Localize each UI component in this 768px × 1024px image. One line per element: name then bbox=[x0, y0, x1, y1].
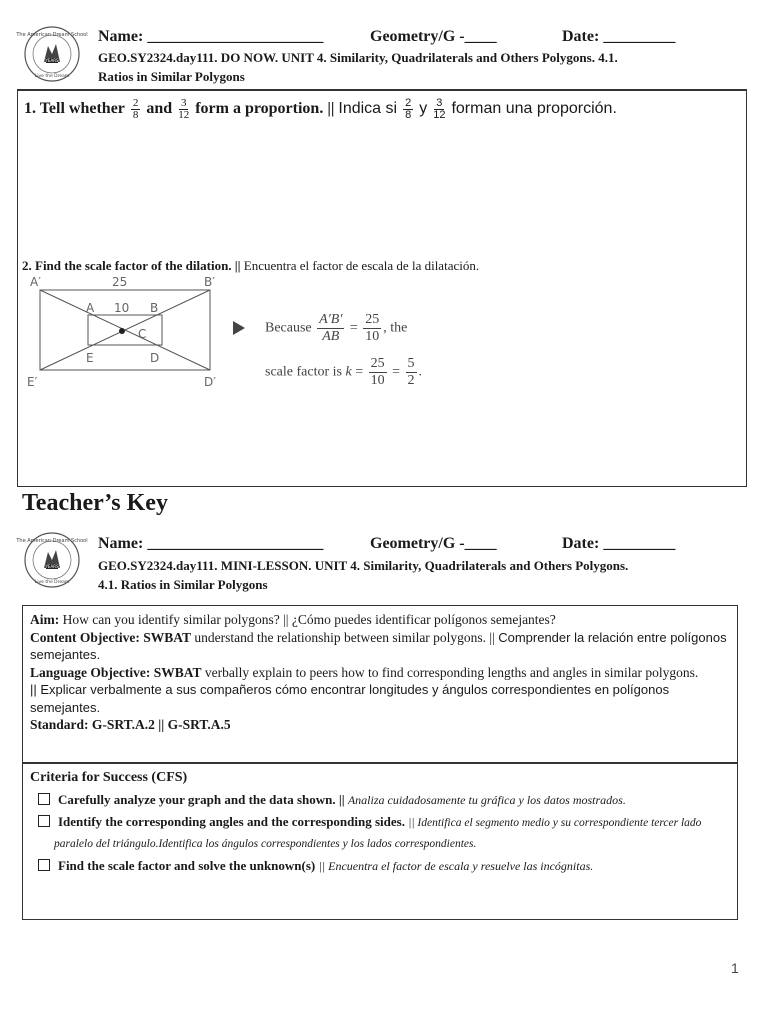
logo-center-text: YEARS bbox=[45, 58, 59, 63]
language-objective-es: || Explicar verbalmente a sus compañeros cómo encontrar longitudes y ángulos correspondientes en polígonos semejantes. bbox=[30, 682, 670, 715]
teacher-key-title: Teacher’s Key bbox=[22, 490, 168, 516]
page-number: 1 bbox=[731, 960, 739, 976]
svg-text:YEARS: YEARS bbox=[45, 564, 59, 569]
school-logo-2 bbox=[16, 530, 88, 590]
header2-subtitle-line2: 4.1. Ratios in Similar Polygons bbox=[98, 577, 268, 592]
cfs-item: Carefully analyze your graph and the data shown. || Analiza cuidadosamente tu gráfica y los datos mostrados. bbox=[30, 790, 730, 810]
cfs-title: Criteria for Success (CFS) bbox=[30, 770, 188, 785]
center-point bbox=[119, 328, 125, 334]
logo-ring-text: The American Dream School bbox=[16, 32, 88, 38]
header2-subtitle-line1: GEO.SY2324.day111. MINI-LESSON. UNIT 4. Similarity, Quadrilaterals and Others Polygons. bbox=[98, 558, 629, 573]
label-inner-length: 10 bbox=[114, 301, 130, 315]
geometry-field-2[interactable]: Geometry/G -____ bbox=[370, 535, 497, 552]
cfs-item: Find the scale factor and solve the unknown(s) || Encuentra el factor de escala y resuelve las incógnitas. bbox=[30, 856, 730, 876]
name-field-2[interactable]: Name: ______________________ bbox=[98, 535, 324, 552]
svg-text:The American Dream School: The American Dream School bbox=[16, 538, 88, 544]
question-2: 2. Find the scale factor of the dilation. || Encuentra el factor de escala de la dilatación. bbox=[22, 258, 480, 273]
label-e: E bbox=[86, 351, 94, 365]
standard: Standard: G-SRT.A.2 || G-SRT.A.5 bbox=[30, 717, 231, 732]
name-field[interactable]: Name: ______________________ bbox=[98, 28, 324, 45]
objectives-box bbox=[22, 605, 738, 763]
dilation-diagram bbox=[22, 272, 232, 394]
svg-text:Live the Dream: Live the Dream bbox=[34, 580, 70, 585]
label-d: D bbox=[150, 351, 160, 365]
checkbox[interactable] bbox=[38, 859, 50, 871]
date-field[interactable]: Date: _________ bbox=[562, 28, 676, 45]
because-line: Because $\frac{A'B'}{AB}$ = $\frac{25}{10}$ , the bbox=[265, 312, 408, 344]
aim: Aim: How can you identify similar polygons? || ¿Cómo puedes identificar polígonos semejantes? bbox=[30, 612, 556, 627]
label-e-prime: E′ bbox=[27, 375, 38, 389]
content-objective: Content Objective: SWBAT understand the relationship between similar polygons. || Comprender la relación entre polígonos semejantes. bbox=[30, 629, 727, 662]
question-1: 1. Tell whether $\frac{2}{8}$ and $\frac{3}{12}$ form a proportion. || Indica si $\frac{2}{8}$ y $\frac{3}{12}$ forman una proporción. bbox=[24, 97, 617, 121]
language-objective: Language Objective: SWBAT verbally explain to peers how to find corresponding lengths and angles in similar polygons. bbox=[30, 664, 699, 680]
checkbox[interactable] bbox=[38, 815, 50, 827]
fraction-3-12: $\frac{3}{12}$ bbox=[178, 97, 190, 121]
q1-prefix: 1. Tell whether bbox=[24, 100, 125, 118]
date-field-2[interactable]: Date: _________ bbox=[562, 535, 676, 552]
label-d-prime: D′ bbox=[204, 375, 216, 389]
school-logo bbox=[16, 24, 88, 84]
label-c: C bbox=[138, 327, 147, 341]
checkbox[interactable] bbox=[38, 793, 50, 805]
label-b-prime: B′ bbox=[204, 275, 215, 289]
label-a: A bbox=[86, 301, 95, 315]
label-outer-length: 25 bbox=[112, 275, 128, 289]
cfs-box bbox=[22, 763, 738, 920]
header-subtitle-line1: GEO.SY2324.day111. DO NOW. UNIT 4. Similarity, Quadrilaterals and Others Polygons. 4.1. bbox=[98, 50, 618, 65]
geometry-field[interactable]: Geometry/G -____ bbox=[370, 28, 497, 45]
label-a-prime: A′ bbox=[30, 275, 41, 289]
label-b: B bbox=[150, 301, 159, 315]
header-subtitle-line2: Ratios in Similar Polygons bbox=[98, 69, 245, 84]
cfs-item: Identify the corresponding angles and the corresponding sides. || Identifica el segmento medio y su correspondiente tercer lado paralelo del triángulo.Identifica los ángulos correspondientes y los lados correspondientes. bbox=[30, 812, 730, 854]
play-arrow-icon bbox=[232, 320, 246, 336]
scale-factor-line: scale factor is k = $\frac{25}{10}$ = $\frac{5}{2}$ . bbox=[265, 356, 422, 388]
fraction-2-8: $\frac{2}{8}$ bbox=[132, 97, 139, 121]
logo-bottom-text: Live the Dream bbox=[34, 74, 70, 79]
